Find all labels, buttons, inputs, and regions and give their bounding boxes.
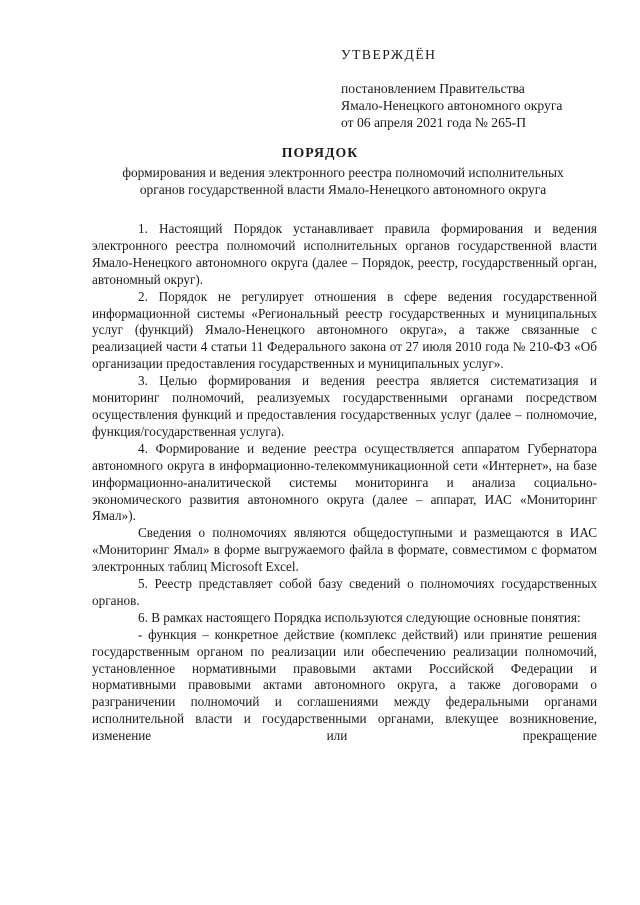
subtitle-line: формирования и ведения электронного реестра полномочий исполнительных <box>122 165 564 180</box>
document-title: ПОРЯДОК <box>281 145 359 160</box>
paragraph: Сведения о полномочиях являются общедоступными и размещаются в ИАС «Мониторинг Ямал» в форме выгружаемого файла в формате, совместимом с форматом электронных таблиц Microsoft Excel. <box>92 525 597 575</box>
paragraph: 5. Реестр представляет собой базу сведений о полномочиях государственных органов. <box>92 576 597 608</box>
paragraph: 3. Целью формирования и ведения реестра является систематизация и мониторинг полномочий, реализуемых государственными органами посредством осуществления функций и предоставления государственных услуг (далее – полномочие, функция/государственная услуга). <box>92 373 597 439</box>
approval-block <box>341 46 611 131</box>
document-body <box>92 221 597 745</box>
paragraph: 6. В рамках настоящего Порядка используются следующие основные понятия: <box>138 609 581 625</box>
approval-line: Ямало-Ненецкого автономного округа <box>341 98 563 113</box>
approval-line: постановлением Правительства <box>341 81 525 96</box>
paragraph: 2. Порядок не регулирует отношения в сфере ведения государственной информационной системы «Региональный реестр государственных и муниципальных услуг (функций) Ямало-Ненецкого автономного округа», а также связанные с реализацией части 4 статьи 11 Федерального закона от 27 июля 2010 года № 210-ФЗ «Об организации предоставления государственных и муниципальных услуг». <box>92 288 597 372</box>
approval-line: от 06 апреля 2021 года № 265-П <box>341 115 527 130</box>
paragraph: 1. Настоящий Порядок устанавливает правила формирования и ведения электронного реестра полномочий исполнительных органов государственной власти Ямало-Ненецкого автономного округа (далее – Порядок, реестр, государственный орган, автономный округ). <box>92 221 597 287</box>
approval-title: УТВЕРЖДЁН <box>341 47 437 62</box>
subtitle-line: органов государственной власти Ямало-Ненецкого автономного округа <box>139 182 547 197</box>
paragraph: - функция – конкретное действие (комплекс действий) или принятие решения государственным органом по реализации или обеспечению реализации полномочий, установленное нормативными правовыми актами Российской Федерации и нормативными правовыми актами автономного округа, а также договорами о разграничении полномочий и соглашениями между федеральными органами исполнительной власти и государственными органами, влекущее возникновение, изменение или прекращение <box>92 626 597 744</box>
document-subtitle <box>92 164 594 198</box>
paragraph: 4. Формирование и ведение реестра осуществляется аппаратом Губернатора автономного округа в информационно-телекоммуникационной сети «Интернет», на базе информационно-аналитической системы мониторинга и анализа социально-экономического развития автономного округа (далее – аппарат, ИАС «Мониторинг Ямал»). <box>92 440 597 524</box>
